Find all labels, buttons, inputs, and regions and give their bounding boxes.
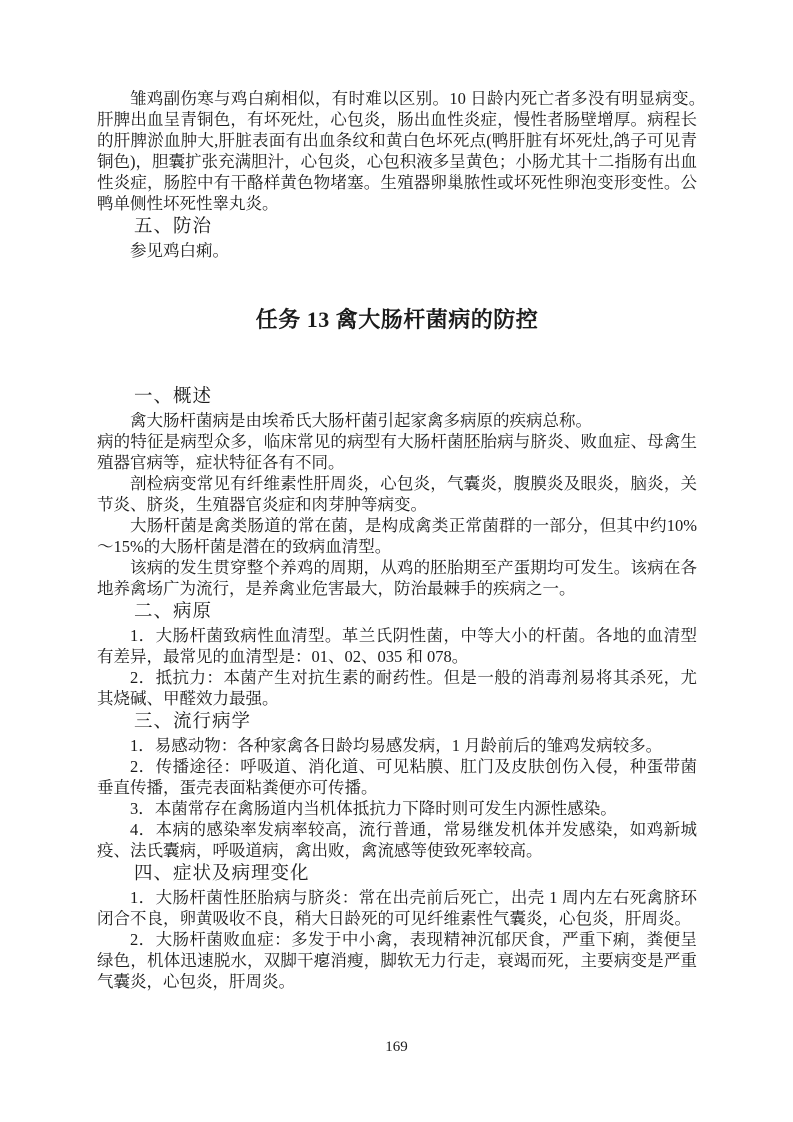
paragraph: 大肠杆菌是禽类肠道的常在菌，是构成禽类正常菌群的一部分，但其中约10%～15%的大肠杆菌是潜在的致病血清型。 <box>97 516 697 556</box>
paragraph: 2．传播途径：呼吸道、消化道、可见粘膜、肛门及皮肤创伤入侵，种蛋带菌垂直传播，蛋壳表面粘粪便亦可传播。 <box>97 757 697 797</box>
vertical-spacer <box>97 261 697 305</box>
page-number: 169 <box>385 1039 408 1055</box>
paragraph: 参见鸡白痢。 <box>130 241 229 260</box>
section-heading: 二、病原 <box>134 602 213 622</box>
paragraph: 1．大肠杆菌致病性血清型。革兰氏阴性菌，中等大小的杆菌。各地的血清型有差异，最常见的血清型是：01、02、035 和 078。 <box>97 626 697 666</box>
section-heading: 三、流行病学 <box>134 712 252 732</box>
section-heading: 一、概述 <box>134 387 213 407</box>
chapter-title: 任务 13 禽大肠杆菌病的防控 <box>255 307 539 332</box>
paragraph: 1．大肠杆菌性胚胎病与脐炎：常在出壳前后死亡，出壳 1 周内左右死禽脐环闭合不良，卵黄吸收不良，稍大日龄死的可见纤维素性气囊炎，心包炎，肝周炎。 <box>97 888 697 928</box>
paragraph: 1．易感动物：各种家禽各日龄均易感发病，1 月龄前后的雏鸡发病较多。 <box>130 736 663 755</box>
paragraph: 2．抵抗力：本菌产生对抗生素的耐药性。但是一般的消毒剂易将其杀死，尤其烧碱、甲醛效力最强。 <box>97 668 697 708</box>
paragraph: 2．大肠杆菌败血症：多发于中小禽，表现精神沉郁厌食，严重下痢，粪便呈绿色，机体迅速脱水，双脚干瘪消瘦，脚软无力行走，衰竭而死，主要病变是严重气囊炎，心包炎，肝周炎。 <box>97 930 697 991</box>
section-heading: 五、防治 <box>134 217 213 237</box>
vertical-spacer <box>97 335 697 384</box>
paragraph: 3．本菌常存在禽肠道内当机体抵抗力下降时则可发生内源性感染。 <box>130 799 617 818</box>
paragraph: 剖检病变常见有纤维素性肝周炎，心包炎，气囊炎，腹膜炎及眼炎，脑炎，关节炎、脐炎，生殖器官炎症和肉芽肿等病变。 <box>97 474 697 514</box>
section-heading: 四、症状及病理变化 <box>134 864 310 884</box>
paragraph: 该病的发生贯穿整个养鸡的周期，从鸡的胚胎期至产蛋期均可发生。该病在各地养禽场广为流行，是养禽业危害最大，防治最棘手的疾病之一。 <box>97 558 697 598</box>
paragraph: 4．本病的感染率发病率较高，流行普通，常易继发机体并发感染，如鸡新城疫、法氏囊病，呼吸道病，禽出败，禽流感等使致死率较高。 <box>97 820 697 860</box>
paragraph: 禽大肠杆菌病是由埃希氏大肠杆菌引起家禽多病原的疾病总称。 <box>130 411 592 430</box>
paragraph: 病的特征是病型众多，临床常见的病型有大肠杆菌胚胎病与脐炎、败血症、母禽生殖器官病等，症状特征各有不同。 <box>97 432 697 472</box>
document-blocks <box>97 88 714 992</box>
paragraph: 雏鸡副伤寒与鸡白痢相似，有时难以区别。10 日龄内死亡者多没有明显病变。 肝脾出血呈青铜色，有坏死灶，心包炎，肠出血性炎症，慢性者肠壁增厚。病程长的肝脾淤血肿大,肝脏表面有出血条纹和黄白色坏死点(鸭肝脏有坏死灶,鸽子可见青铜色)，胆囊扩张充满胆汁，心包炎，心包积液多呈黄色；小肠尤其十二指肠有出血性炎症，肠腔中有干酪样黄色物堵塞。生殖器卵巢脓性或坏死性卵泡变形变性。公鸭单侧性坏死性睾丸炎。 <box>97 89 714 213</box>
